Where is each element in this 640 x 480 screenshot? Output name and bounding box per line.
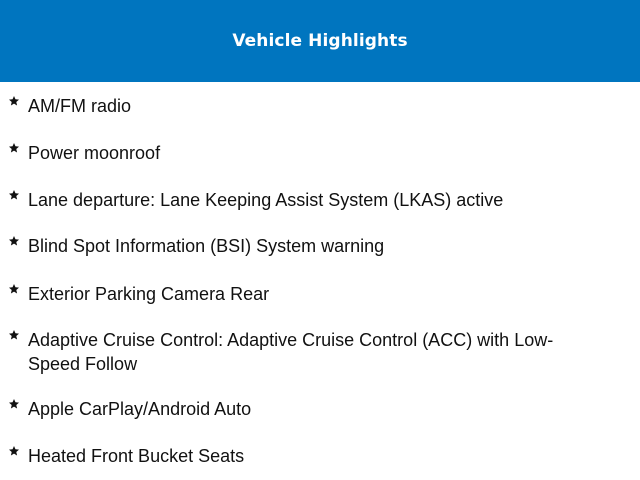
star-icon bbox=[8, 283, 20, 295]
highlight-label: Heated Front Bucket Seats bbox=[28, 446, 245, 466]
highlight-label: Adaptive Cruise Control: Adaptive Cruise Control (ACC) with Low-Speed Follow bbox=[28, 330, 554, 374]
star-icon bbox=[8, 142, 20, 154]
highlight-label: AM/FM radio bbox=[28, 96, 132, 116]
page-title: Vehicle Highlights bbox=[232, 31, 408, 51]
star-icon bbox=[8, 398, 20, 410]
highlight-label: Power moonroof bbox=[28, 143, 161, 163]
highlight-label: Blind Spot Information (BSI) System warning bbox=[28, 236, 385, 256]
highlight-label: Apple CarPlay/Android Auto bbox=[28, 399, 252, 419]
star-icon bbox=[8, 95, 20, 107]
star-icon bbox=[8, 329, 20, 341]
star-icon bbox=[8, 189, 20, 201]
star-icon bbox=[8, 235, 20, 247]
highlight-label: Lane departure: Lane Keeping Assist System (LKAS) active bbox=[28, 190, 504, 210]
star-icon bbox=[8, 445, 20, 457]
header-bar bbox=[0, 0, 640, 82]
highlight-label: Exterior Parking Camera Rear bbox=[28, 284, 270, 304]
